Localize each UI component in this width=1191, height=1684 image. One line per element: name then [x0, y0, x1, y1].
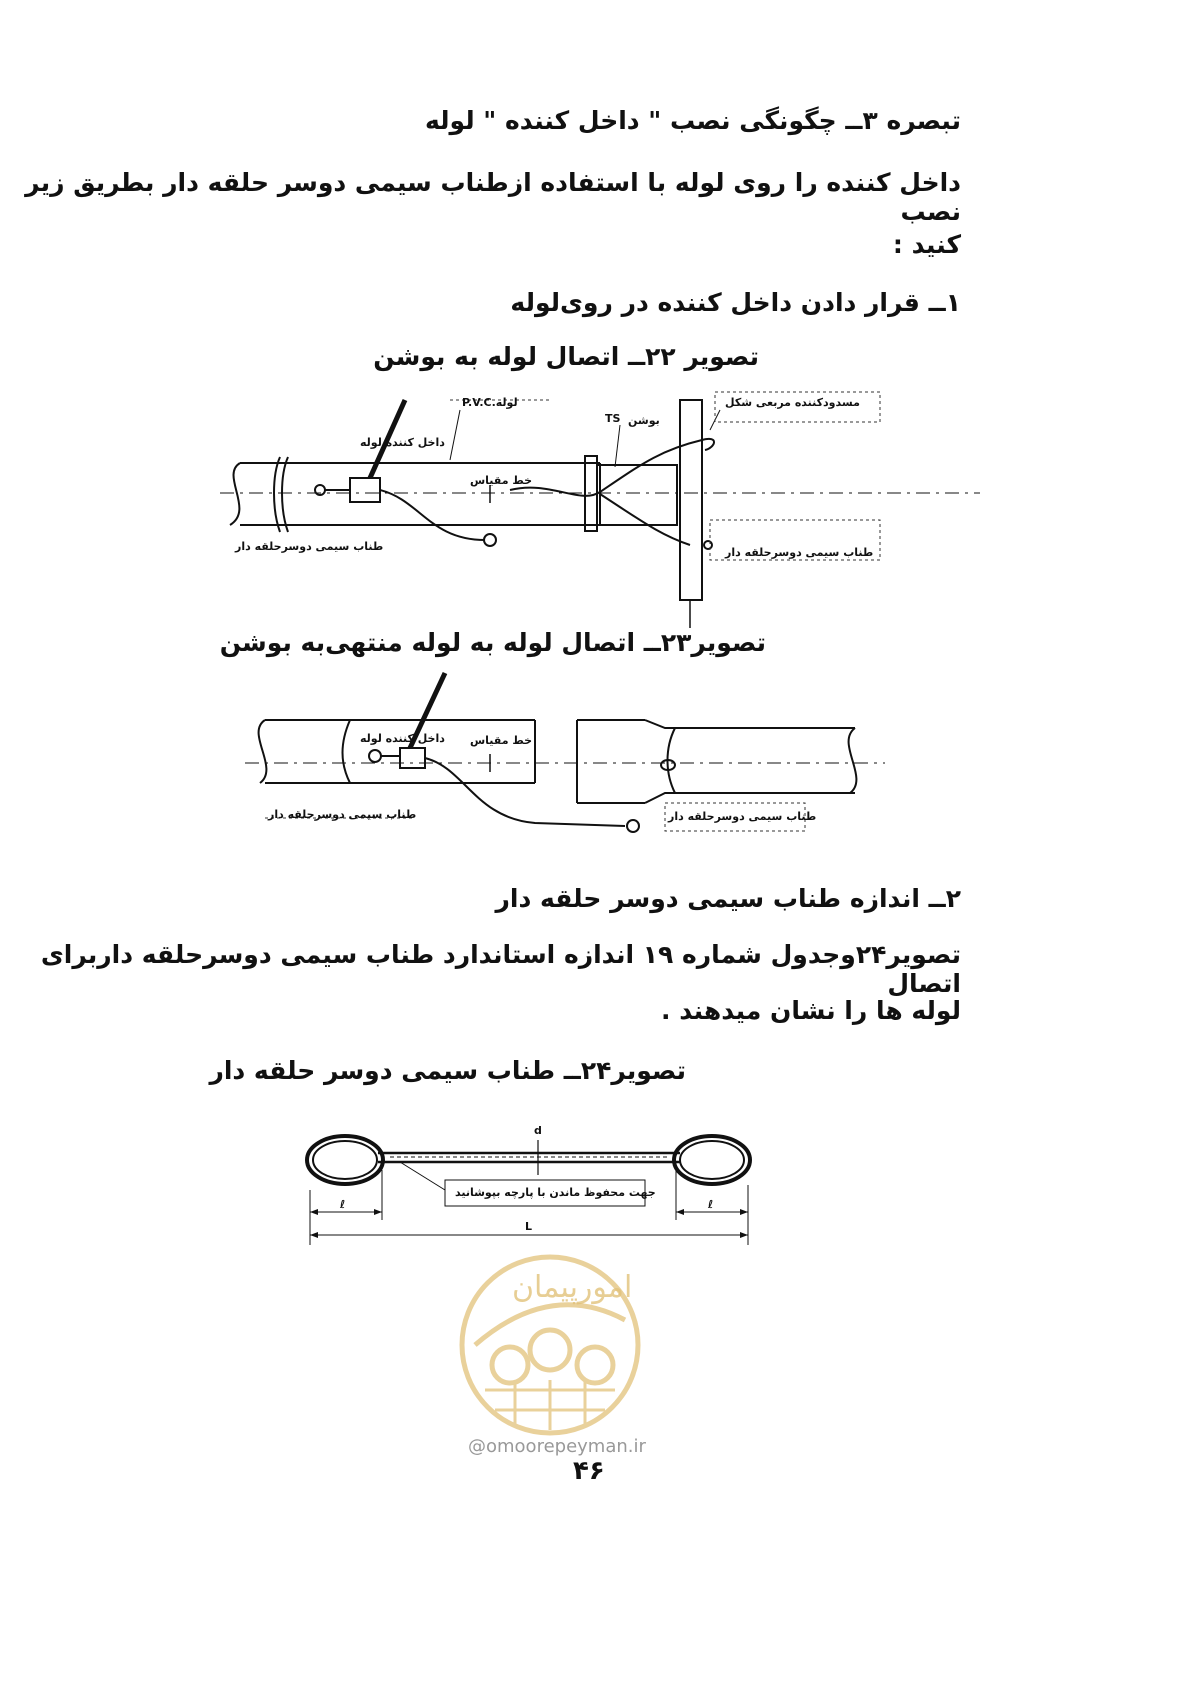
- page-number: ۴۶: [573, 1456, 605, 1486]
- fig23-label-gauge: خط مقیاس: [470, 734, 533, 747]
- fig22-label-inserter: داخل کننده لوله: [360, 436, 445, 449]
- section-heading: تبصره ۳ــ چگونگی نصب " داخل کننده " لوله: [424, 106, 961, 135]
- pipe-break: [230, 463, 240, 525]
- watermark-logo-text: امورپیمان: [512, 1270, 633, 1305]
- fig22-label-plug: مسدودکننده مربعی شکل: [725, 396, 860, 409]
- step-1-heading: ۱ــ قرار دادن داخل کننده در روی‌لوله: [510, 288, 961, 317]
- figure-22-diagram: [220, 370, 980, 660]
- figure-22-caption: تصویر ۲۲ــ اتصال لوله به بوشن: [373, 342, 759, 371]
- fig22-label-gauge: خط مقیاس: [470, 474, 533, 487]
- watermark-url: @omoorepeyman.ir: [468, 1436, 646, 1457]
- fig22-label-ts: TS: [605, 412, 621, 425]
- paragraph-1-line-1: داخل کننده را روی لوله با استفاده ازطناب سیمی دوسر حلقه دار بطریق زیر نصب: [25, 168, 961, 226]
- paragraph-2-line-1: تصویر۲۴وجدول شماره ۱۹ اندازه استاندارد طناب سیمی دوسرحلقه داربرای اتصال: [40, 940, 961, 998]
- fig22-label-rope-left: طناب سیمی دوسرحلقه دار: [235, 540, 384, 553]
- paragraph-2-line-2: لوله ها را نشان میدهند .: [661, 996, 961, 1025]
- inserter-box: [350, 478, 380, 502]
- step-2-heading: ۲ــ اندازه طناب سیمی دوسر حلقه دار: [495, 884, 961, 913]
- fig24-label-d: d: [534, 1124, 542, 1137]
- fig24-label-l-left: ℓ: [340, 1198, 346, 1211]
- fig23-label-rope-left: طناب سیمی دوسرحلقه دار: [268, 808, 417, 821]
- figure-24-caption: تصویر۲۴ــ طناب سیمی دوسر حلقه دار: [209, 1056, 686, 1085]
- fig22-label-bushing: بوشن: [628, 414, 660, 427]
- figure-23-caption: تصویر۲۳ــ اتصال لوله به لوله منتهی‌به بوشن: [219, 628, 766, 657]
- fig22-label-pvc: P.V.C.لوله: [462, 396, 518, 409]
- fig23-label-inserter: داخل کننده لوله: [360, 732, 445, 745]
- paragraph-1-line-2: کنید :: [892, 230, 961, 259]
- fig23-label-rope-right: طناب سیمی دوسرحلقه دار: [668, 810, 817, 823]
- fig24-label-note: جهت محفوظ ماندن با پارچه بپوشانید: [455, 1186, 656, 1199]
- fig22-label-rope-right: طناب سیمی دوسرحلقه دار: [725, 546, 874, 559]
- fig24-label-L: L: [525, 1220, 533, 1233]
- fig24-label-l-right: ℓ: [708, 1198, 714, 1211]
